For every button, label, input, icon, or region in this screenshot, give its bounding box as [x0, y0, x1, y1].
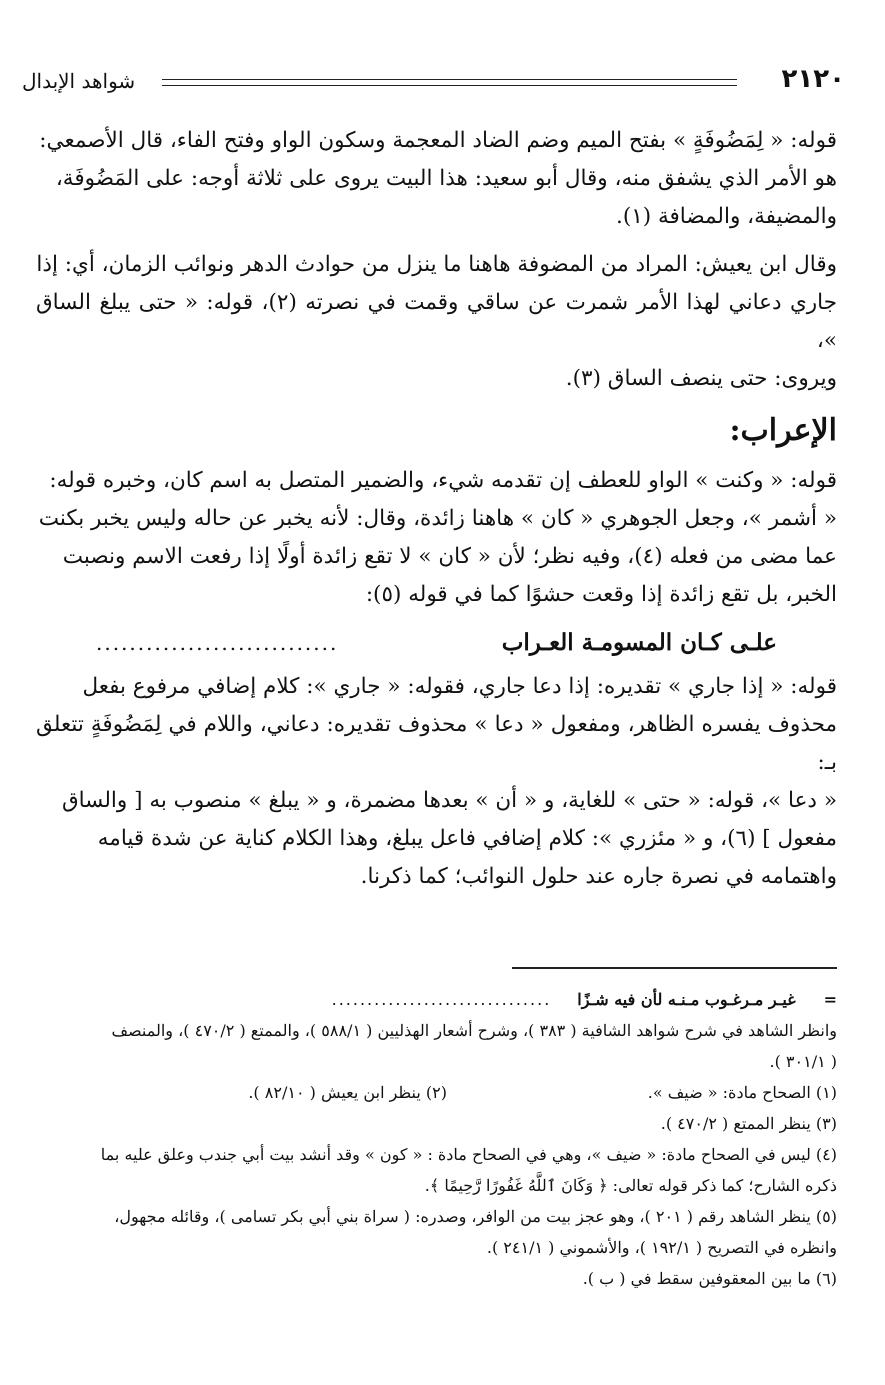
text-line: قوله: « لِمَضُوفَةٍ » بفتح الميم وضم الضاد المعجمة وسكون الواو وفتح الفاء، قال الأصمعي: [39, 128, 837, 153]
paragraph-analysis [36, 668, 837, 896]
continuation-mark: = [823, 990, 837, 1009]
verse-hemistich: علـى كـان المسومـة العـراب [501, 629, 777, 656]
text-line: محذوف يفسره الظاهر، ومفعول « دعا » محذوف تقديره: دعاني، واللام في لِمَضُوفَةٍ تتعلق بـ: [36, 712, 837, 775]
text-line: ويروى: حتى ينصف الساق (٣). [565, 366, 837, 391]
footnote-1: (١) الصحاح مادة: « ضيف ». [647, 1083, 837, 1102]
footnote-3: (٣) ينظر الممتع ( ٤٧٠/٢ ). [660, 1114, 837, 1133]
footnote-6: (٦) ما بين المعقوفين سقط في ( ب ). [582, 1269, 837, 1288]
paragraph-grammar [36, 462, 837, 614]
paragraph-lexical [36, 122, 837, 236]
footnotes [36, 984, 837, 1294]
footnote-continuation [36, 984, 837, 1015]
quoted-verse [96, 624, 777, 662]
text-line: هو الأمر الذي يشفق منه، وقال أبو سعيد: هذا البيت يروى على ثلاثة أوجه: على المَضُوفَة، [55, 166, 837, 191]
footnote-5-cont: وانظره في التصريح ( ١٩٢/١ )، والأشموني ( ٢٤١/١ ). [486, 1238, 837, 1257]
page-number: ٢١٢٠ [781, 64, 845, 94]
paragraph-meaning [36, 246, 837, 398]
page-header [22, 64, 845, 96]
text-line: « دعا »، قوله: « حتى » للغاية، و « أن » بعدها مضمرة، و « يبلغ » منصوب به [ والساق [61, 788, 837, 813]
section-heading: الإعراب: [729, 413, 837, 448]
text-line: الخبر، بل تقع زائدة إذا وقعت حشوًا كما في قوله (٥): [365, 582, 837, 607]
running-title: شواهد الإبدال [22, 69, 136, 93]
footnote-separator [512, 967, 837, 969]
main-text [36, 122, 837, 906]
footnote-2: (٢) ينظر ابن يعيش ( ٨٢/١٠ ). [248, 1083, 447, 1102]
text-line: قوله: « إذا جاري » تقديره: إذا دعا جاري، فقوله: « جاري »: كلام إضافي مرفوع بفعل [82, 674, 837, 699]
footnote-row [36, 1077, 837, 1108]
footnote-line: ( ٣٠١/١ ). [769, 1052, 837, 1071]
footnote-line: وانظر الشاهد في شرح شواهد الشافية ( ٣٨٣ )، وشرح أشعار الهذليين ( ٥٨٨/١ )، والممتع ( ٤٧٠/٢ )، والمنصف [111, 1021, 837, 1040]
text-line: عما مضى من فعله (٤)، وفيه نظر؛ لأن « كان » لا تقع زائدة أولًا إذا رفعت الاسم ونصبت [62, 544, 837, 569]
text-line: والمضيفة، والمضافة (١). [615, 204, 837, 229]
footnote-4-cont: ذكره الشارح؛ كما ذكر قوله تعالى: ﴿ وَكَانَ ٱللَّهُ غَفُورًا رَّحِيمًا ﴾. [424, 1176, 837, 1195]
footnote-5: (٥) ينظر الشاهد رقم ( ٢٠١ )، وهو عجز بيت من الوافر، وصدره: ( سراة بني أبي بكر تسامى )، وقائله مجهول، [114, 1207, 837, 1226]
text-line: وقال ابن يعيش: المراد من المضوفة هاهنا ما ينزل من حوادث الدهر ونوائب الزمان، أي: إذا [36, 252, 837, 277]
text-line: قوله: « وكنت » الواو للعطف إن تقدمه شيء، والضمير المتصل به اسم كان، وخبره قوله: [49, 468, 837, 493]
text-line: مفعول ] (٦)، و « مئزري »: كلام إضافي فاعل يبلغ، وهذا الكلام كناية عن شدة قيامه [97, 826, 837, 851]
continuation-verse: غيـر مـرغـوب مـنـه لأن فيه شـزًا [577, 990, 796, 1009]
verse-ellipsis: ............................. [96, 631, 339, 655]
text-line: « أشمر »، وجعل الجوهري « كان » هاهنا زائدة، وقال: لأنه يخبر عن حاله وليس يخبر بكنت [38, 506, 837, 531]
text-line: واهتمامه في نصرة جاره عند حلول النوائب؛ كما ذكرنا. [360, 864, 837, 889]
continuation-ellipsis: ............................... [331, 990, 552, 1009]
text-line: جاري دعاني لهذا الأمر شمرت عن ساقي وقمت في نصرته (٢)، قوله: « حتى يبلغ الساق »، [36, 290, 837, 353]
footnote-4: (٤) ليس في الصحاح مادة: « ضيف »، وهي في الصحاح مادة : « كون » وقد أنشد بيت أبي جندب وعلق عليه بما [100, 1145, 837, 1164]
header-rule [162, 79, 737, 86]
